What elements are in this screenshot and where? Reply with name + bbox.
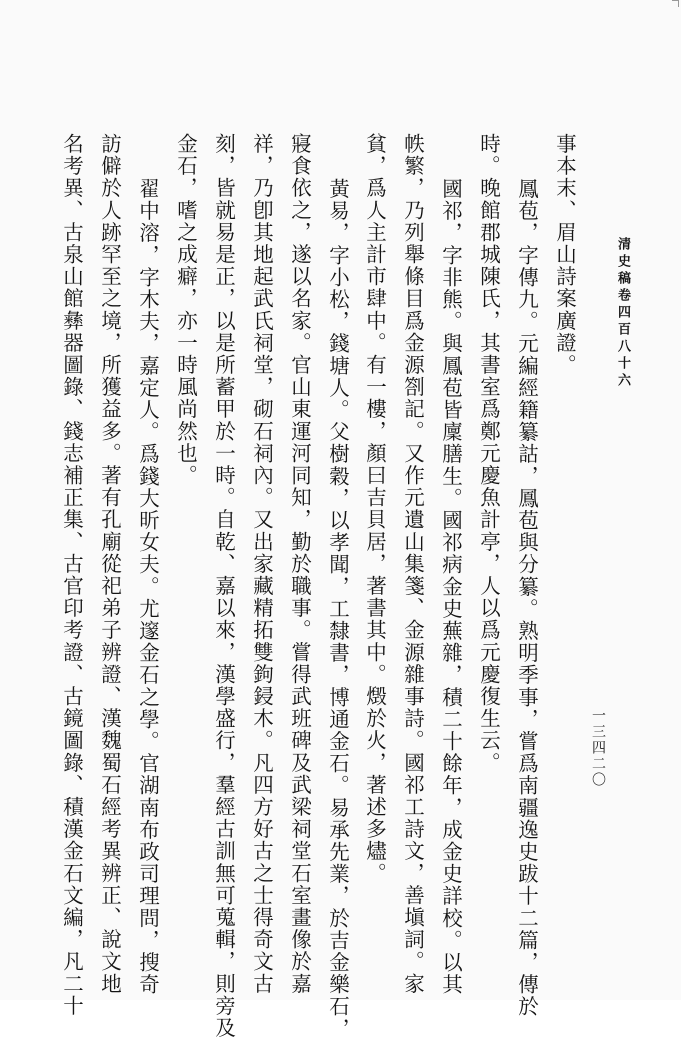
text-column-11: 金石，嗜之成癖，亦一時風尚然也。	[173, 133, 198, 487]
page-corner-mark	[672, 0, 679, 7]
text-column-13: 訪僻於人跡罕至之境，所獲益多。著有孔廟從祀弟子辨證、漢魏蜀石經考異辨正、說文地	[97, 133, 122, 995]
page-number: 一三四二〇	[590, 708, 606, 788]
text-column-7: 黃易，字小松，錢塘人。父樹穀，以孝聞，工隸書，博通金石。易承先業，於吉金樂石，	[325, 178, 350, 1040]
text-column-6: 貧，爲人主計市肆中。有一樓，顏曰吉貝居，著書其中。燬於火，著述多燼。	[362, 133, 387, 885]
text-column-2: 鳳苞，字傳九。元編經籍纂詁，鳳苞與分纂。熟明季事，嘗爲南疆逸史跋十二篇，傳於	[514, 178, 539, 1018]
running-header-title: 清史稿卷四百八十六	[615, 237, 630, 390]
text-column-5: 帙繁，乃列舉條目爲金源劄記。又作元遺山集箋、金源雜事詩。國祁工詩文，善塡詞。家	[400, 133, 425, 995]
text-column-10: 刻，皆就易是正，以是所蓄甲於一時。自乾、嘉以來，漢學盛行，羣經古訓無可蒐輯，則旁及	[211, 133, 236, 1040]
text-column-3: 時。晚館郡城陳氏，其書室爲鄭元慶魚計亭，人以爲元慶復生云。	[476, 133, 501, 774]
text-column-1: 事本末、眉山詩案廣證。	[552, 133, 577, 377]
text-column-12: 翟中溶，字木夫，嘉定人。爲錢大昕女夫。尤邃金石之學。官湖南布政司理問，搜奇	[135, 178, 160, 996]
text-column-4: 國祁，字非熊。與鳳苞皆廩膳生。國祁病金史蕪雜，積二十餘年，成金史詳校。以其	[438, 178, 463, 996]
text-column-9: 祥，乃卽其地起武氏祠堂，砌石祠內。又出家藏精拓雙鉤鋟木。凡四方好古之士得奇文古	[249, 133, 274, 995]
text-column-14: 名考異、古泉山館彝器圖錄、錢志補正集、古官印考證、古鏡圖錄、積漢金石文編，凡二十	[59, 133, 84, 1017]
text-column-8: 寢食依之，遂以名家。官山東運河同知，勤於職事。嘗得武班碑及武梁祠堂石室畫像於嘉	[287, 133, 312, 995]
